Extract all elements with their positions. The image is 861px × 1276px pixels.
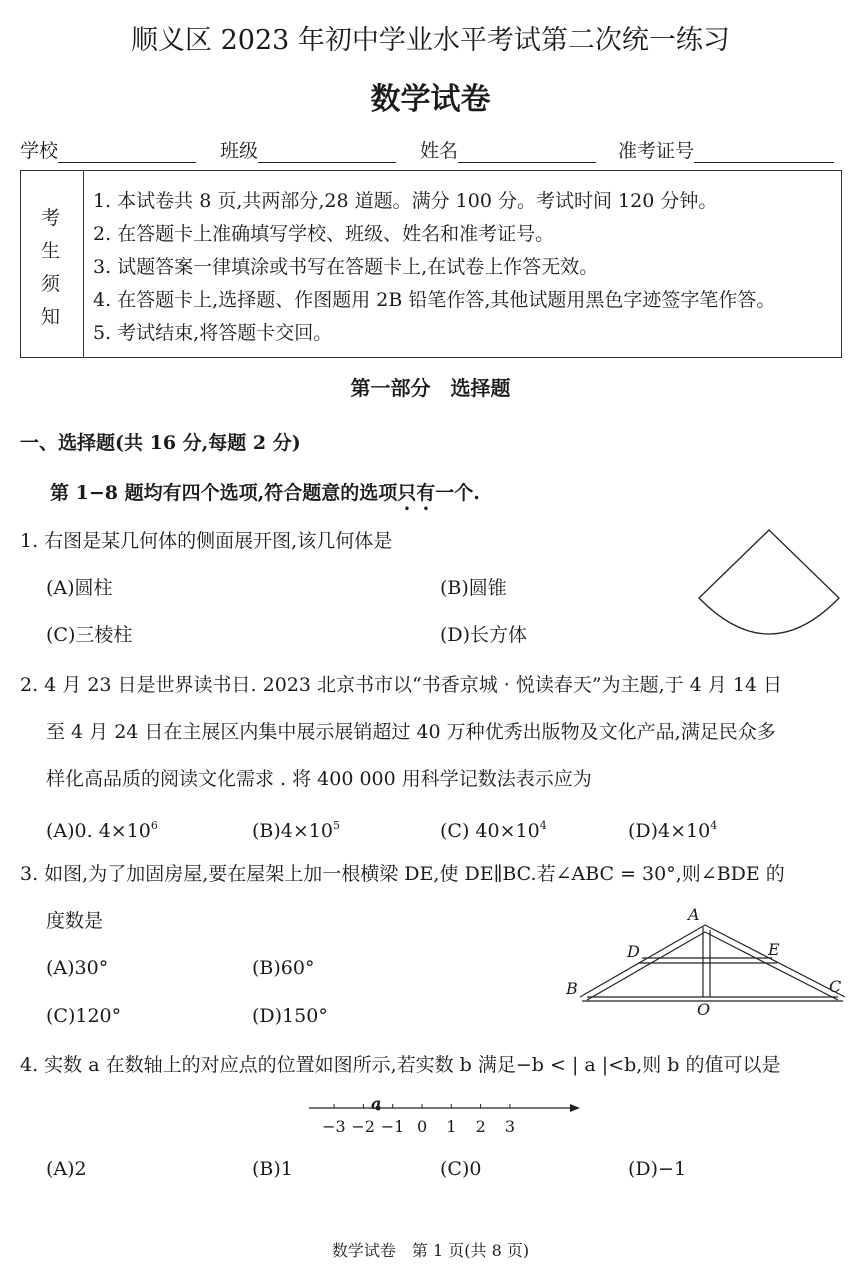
tick-label: −3 <box>322 1117 346 1136</box>
q1-option-b: (B)圆锥 <box>440 577 507 599</box>
q3-option-b: (B)60° <box>252 957 315 979</box>
side-char: 生 <box>41 240 61 262</box>
notice-item: 4. 在答题卡上,选择题、作图题用 2B 铅笔作答,其他试题用黑色字迹签字笔作答。 <box>93 289 776 311</box>
label-o: O <box>697 1000 711 1019</box>
class-blank <box>258 142 396 163</box>
notice-side-label <box>21 171 84 357</box>
school-blank <box>58 142 196 163</box>
q3-option-d: (D)150° <box>252 1005 328 1027</box>
exam-subtitle: 数学试卷 <box>370 82 491 117</box>
exam-id-blank <box>694 142 834 163</box>
label-c: C <box>829 977 842 996</box>
option-text: (C) 40×10 <box>440 820 540 842</box>
side-char: 须 <box>41 273 61 295</box>
q4-option-d: (D)−1 <box>628 1158 687 1180</box>
field-label: 班级 <box>220 140 259 162</box>
instruction-text: 一个. <box>435 482 480 504</box>
section-instruction <box>50 481 480 515</box>
q4-option-c: (C)0 <box>440 1158 482 1180</box>
option-text: (D)4×10 <box>628 820 711 842</box>
option-text: (A)0. 4×10 <box>46 820 151 842</box>
arrow-icon <box>570 1104 580 1112</box>
question-1-stem: 1. 右图是某几何体的侧面展开图,该几何体是 <box>20 530 393 552</box>
field-class <box>220 136 396 163</box>
sector-figure <box>690 520 850 650</box>
question-2-stem-line: 样化高品质的阅读文化需求 . 将 400 000 用科学记数法表示应为 <box>46 768 592 790</box>
field-label: 准考证号 <box>618 140 695 162</box>
q2-option-a <box>46 814 158 843</box>
tick-label: −2 <box>351 1117 375 1136</box>
notice-item: 5. 考试结束,将答题卡交回。 <box>93 322 333 344</box>
option-text: (B)4×10 <box>252 820 333 842</box>
q4-option-a: (A)2 <box>46 1158 87 1180</box>
part-title: 第一部分 选择题 <box>350 376 511 400</box>
exponent: 5 <box>332 819 340 832</box>
exponent: 4 <box>710 819 718 832</box>
tick-label: 3 <box>504 1117 516 1136</box>
question-2-stem-line: 至 4 月 24 日在主展区内集中展示展销超过 40 万种优秀出版物及文化产品,满足民众多 <box>46 721 776 743</box>
exponent: 6 <box>150 819 158 832</box>
q3-option-a: (A)30° <box>46 957 109 979</box>
tick-label: 2 <box>475 1117 486 1136</box>
q3-option-c: (C)120° <box>46 1005 122 1027</box>
side-char: 知 <box>41 306 61 328</box>
name-blank <box>458 142 596 163</box>
q1-option-c: (C)三棱柱 <box>46 624 133 646</box>
section-heading: 一、选择题(共 16 分,每题 2 分) <box>20 432 301 454</box>
notice-box <box>20 170 842 358</box>
label-d: D <box>627 942 640 961</box>
label-b: B <box>566 979 578 998</box>
point-a-label: a <box>371 1094 382 1113</box>
question-4-stem: 4. 实数 a 在数轴上的对应点的位置如图所示,若实数 b 满足−b < | a |<b,则 b 的值可以是 <box>20 1054 781 1076</box>
field-label: 学校 <box>20 140 59 162</box>
tick-label: 1 <box>446 1117 457 1136</box>
label-a: A <box>688 905 700 924</box>
field-exam-id <box>618 136 834 163</box>
instruction-text: 第 1−8 题均有四个选项,符合题意的选项 <box>50 482 398 504</box>
tick-label: −1 <box>380 1117 405 1136</box>
q2-option-c <box>440 814 547 843</box>
q1-option-d: (D)长方体 <box>440 624 528 646</box>
q4-option-b: (B)1 <box>252 1158 293 1180</box>
question-3-stem: 3. 如图,为了加固房屋,要在屋架上加一根横梁 DE,使 DE∥BC.若∠ABC = 30°,则∠BDE 的 <box>20 863 785 885</box>
notice-item: 1. 本试卷共 8 页,共两部分,28 道题。满分 100 分。考试时间 120 分钟。 <box>93 190 718 212</box>
page-footer: 数学试卷 第 1 页(共 8 页) <box>331 1241 530 1260</box>
q2-option-d <box>628 814 717 843</box>
label-e: E <box>768 940 780 959</box>
instruction-emphasis: 只有 <box>397 482 436 504</box>
field-school <box>20 136 196 163</box>
side-char: 考 <box>41 207 61 229</box>
tick-label: 0 <box>417 1117 428 1136</box>
notice-item: 3. 试题答案一律填涂或书写在答题卡上,在试卷上作答无效。 <box>93 256 599 278</box>
q1-option-a: (A)圆柱 <box>46 577 113 599</box>
field-name <box>420 136 596 163</box>
question-3-stem-line: 度数是 <box>46 910 104 932</box>
exponent: 4 <box>539 819 547 832</box>
notice-item: 2. 在答题卡上准确填写学校、班级、姓名和准考证号。 <box>93 223 555 245</box>
field-label: 姓名 <box>420 140 459 162</box>
question-2-stem: 2. 4 月 23 日是世界读书日. 2023 北京书市以“书香京城 · 悦读春天”为主题,于 4 月 14 日 <box>20 674 783 696</box>
number-line <box>300 1094 590 1114</box>
exam-title: 顺义区 2023 年初中学业水平考试第二次统一练习 <box>131 25 730 56</box>
q2-option-b <box>252 814 340 843</box>
